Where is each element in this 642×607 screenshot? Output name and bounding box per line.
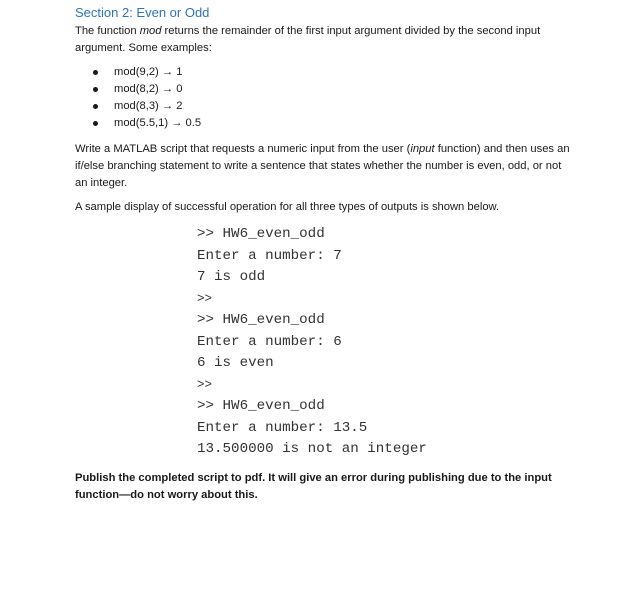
examples-list: [75, 64, 201, 132]
bullet-icon: [93, 70, 98, 75]
console-result-line: 7 is odd: [197, 269, 266, 285]
console-empty-prompt: >>: [197, 291, 213, 306]
right-arrow-icon: →: [158, 100, 177, 112]
console-command-line: >> HW6_even_odd: [197, 226, 325, 242]
right-arrow-icon: →: [158, 66, 177, 78]
console-output: [197, 224, 427, 461]
console-result-line: 6 is even: [197, 355, 274, 371]
console-prompt-line: Enter a number: 6: [197, 333, 342, 350]
example-result: 2: [176, 100, 183, 112]
bullet-icon: [93, 87, 98, 92]
console-empty-prompt: >>: [197, 377, 213, 392]
example-call: mod(8,2): [114, 83, 159, 95]
publish-note: Publish the completed script to pdf. It will give an error during publishing due to the input function—do not worry about this.: [75, 472, 552, 501]
console-command-line: >> HW6_even_odd: [197, 312, 325, 328]
example-call: mod(8,3): [114, 100, 159, 112]
right-arrow-icon: →: [158, 83, 177, 95]
example-item: [75, 64, 201, 81]
example-call: mod(9,2): [114, 66, 159, 78]
console-result-line: 13.500000 is not an integer: [197, 441, 427, 457]
sample-intro: A sample display of successful operation for all three types of outputs is shown below.: [75, 201, 500, 213]
intro-text-before: The function: [75, 25, 140, 37]
instructions-text-after: function) and then uses an if/else branching statement to write a sentence that states whether the number is even, odd, or not an integer.: [75, 143, 570, 189]
intro-text-after: returns the remainder of the first input argument divided by the second input argument. Some examples:: [75, 25, 541, 54]
example-result: 1: [176, 66, 183, 78]
section-heading: Section 2: Even or Odd: [75, 5, 210, 20]
input-function-name: input: [410, 143, 435, 155]
console-prompt-line: Enter a number: 13.5: [197, 419, 368, 436]
instructions-paragraph: [75, 141, 575, 192]
console-prompt-line: Enter a number: 7: [197, 247, 342, 264]
intro-paragraph: [75, 23, 575, 57]
example-item: [75, 115, 201, 132]
instructions-text-before: Write a MATLAB script that requests a numeric input from the user (: [75, 143, 411, 155]
bullet-icon: [93, 104, 98, 109]
mod-function-name: mod: [139, 25, 162, 37]
example-call: mod(5.5,1): [114, 117, 169, 129]
console-command-line: >> HW6_even_odd: [197, 398, 325, 414]
example-item: [75, 98, 201, 115]
example-result: 0: [176, 83, 183, 95]
bullet-icon: [93, 121, 98, 126]
example-result: 0.5: [185, 117, 202, 129]
example-item: [75, 81, 201, 98]
right-arrow-icon: →: [168, 117, 186, 129]
